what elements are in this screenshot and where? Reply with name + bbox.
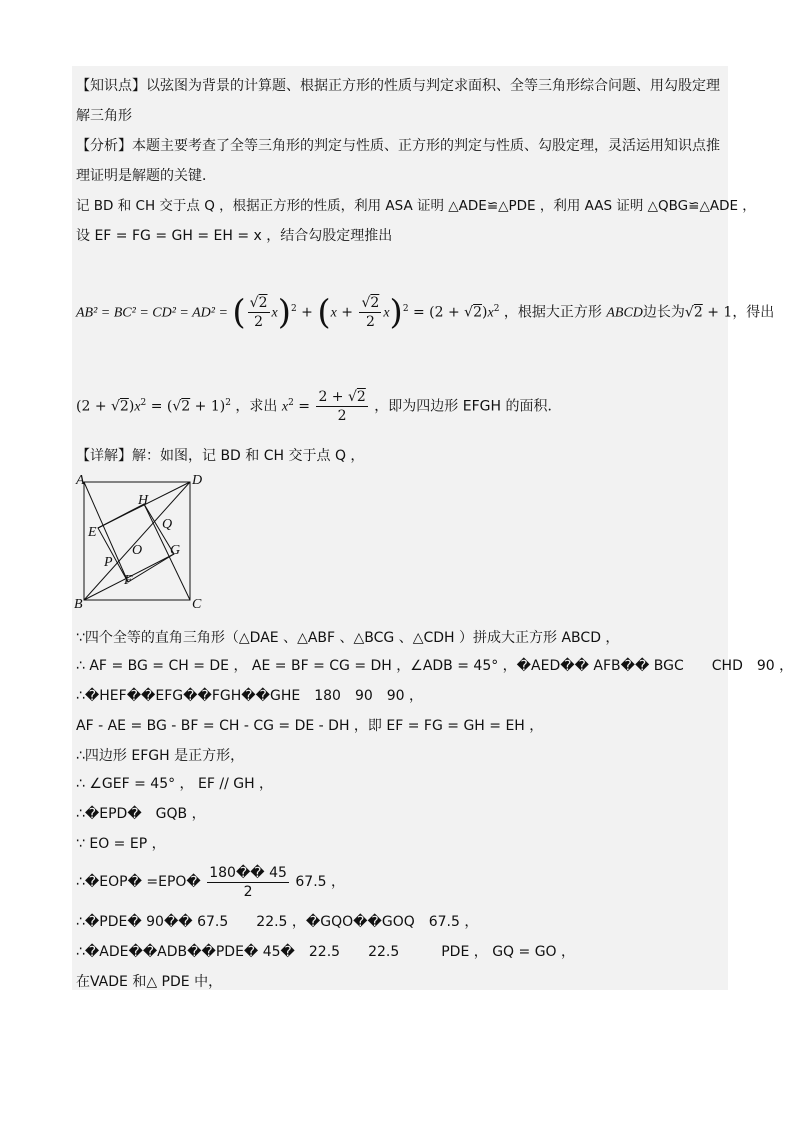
step-9-result: 67.5 ， bbox=[295, 874, 346, 890]
step-1: ∵四个全等的直角三角形（△DAE 、△ABF 、△BCG 、△CDH ）拼成大正方形 ABCD ， bbox=[76, 630, 620, 646]
eq1-side: 边长为 bbox=[642, 304, 685, 321]
step-6: ∴ ∠GEF = 45° ， EF // GH ， bbox=[76, 776, 274, 792]
step-4: AF - AE = BG - BF = CH - CG = DE - DH ，即 EF = FG = GH = EH ， bbox=[76, 718, 544, 734]
diagonal-bd bbox=[84, 482, 190, 600]
label-o: O bbox=[132, 543, 143, 558]
step-12: 在VADE 和△ PDE 中， bbox=[76, 974, 223, 990]
label-h: H bbox=[138, 493, 149, 508]
eq1-end: ，得出 bbox=[732, 304, 775, 321]
label-d: D bbox=[192, 473, 203, 488]
analysis-line-4: 设 EF = FG = GH = EH = x ，结合勾股定理推出 bbox=[76, 228, 393, 244]
label-g: G bbox=[170, 543, 181, 558]
eq1-tail: ，根据大正方形 bbox=[503, 304, 602, 321]
step-2: ∴ AF = BG = CH = DE ， AE = BF = CG = DH ，∠ADB = 45° ，�AED�� AFB�� BGC CHD 90 ， bbox=[76, 658, 794, 674]
step-11: ∴�ADE��ADB��PDE� 45� 22.5 22.5 PDE ， GQ = GO ， bbox=[76, 944, 576, 960]
label-e: E bbox=[88, 525, 97, 540]
step-8: ∵ EO = EP ， bbox=[76, 836, 166, 852]
step-10: ∴�PDE� 90�� 67.5 22.5 ，�GQO��GOQ 67.5 ， bbox=[76, 914, 479, 930]
equation-2: $(2 + √2)x^2 = (√2 + 1)^2$ ，求出 $x^2$ = $\frac{2 + √2}{2}$ ，即为四边形 EFGH 的面积． bbox=[76, 389, 562, 425]
eq2-end: ，即为四边形 EFGH 的面积． bbox=[374, 398, 562, 415]
step-7: ∴�EPD� GQB ， bbox=[76, 806, 206, 822]
label-b: B bbox=[74, 597, 83, 610]
analysis-line-1: 【分析】本题主要考查了全等三角形的判定与性质、正方形的判定与性质、勾股定理，灵活运用知识点推 bbox=[76, 138, 720, 154]
step-9 bbox=[76, 862, 345, 902]
label-f: F bbox=[124, 573, 133, 588]
detail-intro: 【详解】解：如图，记 BD 和 CH 交于点 Q ， bbox=[76, 448, 365, 464]
equation-1: AB² = BC² = CD² = AD² = ( $\frac{√2}{2}$ x)$^2$ + (x + $\frac{√2}{2}$ $x)^2 = (2 + √2)x^2$ ，根据大正方形 ABCD边长为√2 + 1，得出 bbox=[76, 292, 775, 333]
eq1-abcd: ABCD bbox=[606, 305, 643, 321]
knowledge-line-1: 【知识点】以弦图为背景的计算题、根据正方形的性质与判定求面积、全等三角形综合问题、用勾股定理 bbox=[76, 78, 720, 94]
label-p: P bbox=[104, 555, 113, 570]
eq1-left: AB² = BC² = CD² = AD² = bbox=[76, 305, 228, 321]
analysis-line-2: 理证明是解题的关键． bbox=[76, 168, 216, 184]
step-9-frac-den: 2 bbox=[243, 883, 253, 900]
step-5: ∴四边形 EFGH 是正方形， bbox=[76, 748, 245, 764]
analysis-line-3: 记 BD 和 CH 交于点 Q ，根据正方形的性质，利用 ASA 证明 △ADE≌△PDE ，利用 AAS 证明 △QBG≌△ADE ， bbox=[76, 198, 756, 214]
label-a: A bbox=[76, 473, 85, 488]
step-9-text: ∴�EOP� =EPO� bbox=[76, 874, 201, 890]
knowledge-line-2: 解三角形 bbox=[76, 108, 132, 124]
step-3: ∴�HEF��EFG��FGH��GHE 180 90 90 ， bbox=[76, 688, 424, 704]
eq2-tail: ，求出 bbox=[235, 398, 278, 415]
label-q: Q bbox=[162, 517, 173, 532]
step-9-frac-num: 180�� 45 bbox=[209, 864, 287, 881]
geometry-figure bbox=[70, 470, 220, 610]
label-c: C bbox=[192, 597, 202, 610]
